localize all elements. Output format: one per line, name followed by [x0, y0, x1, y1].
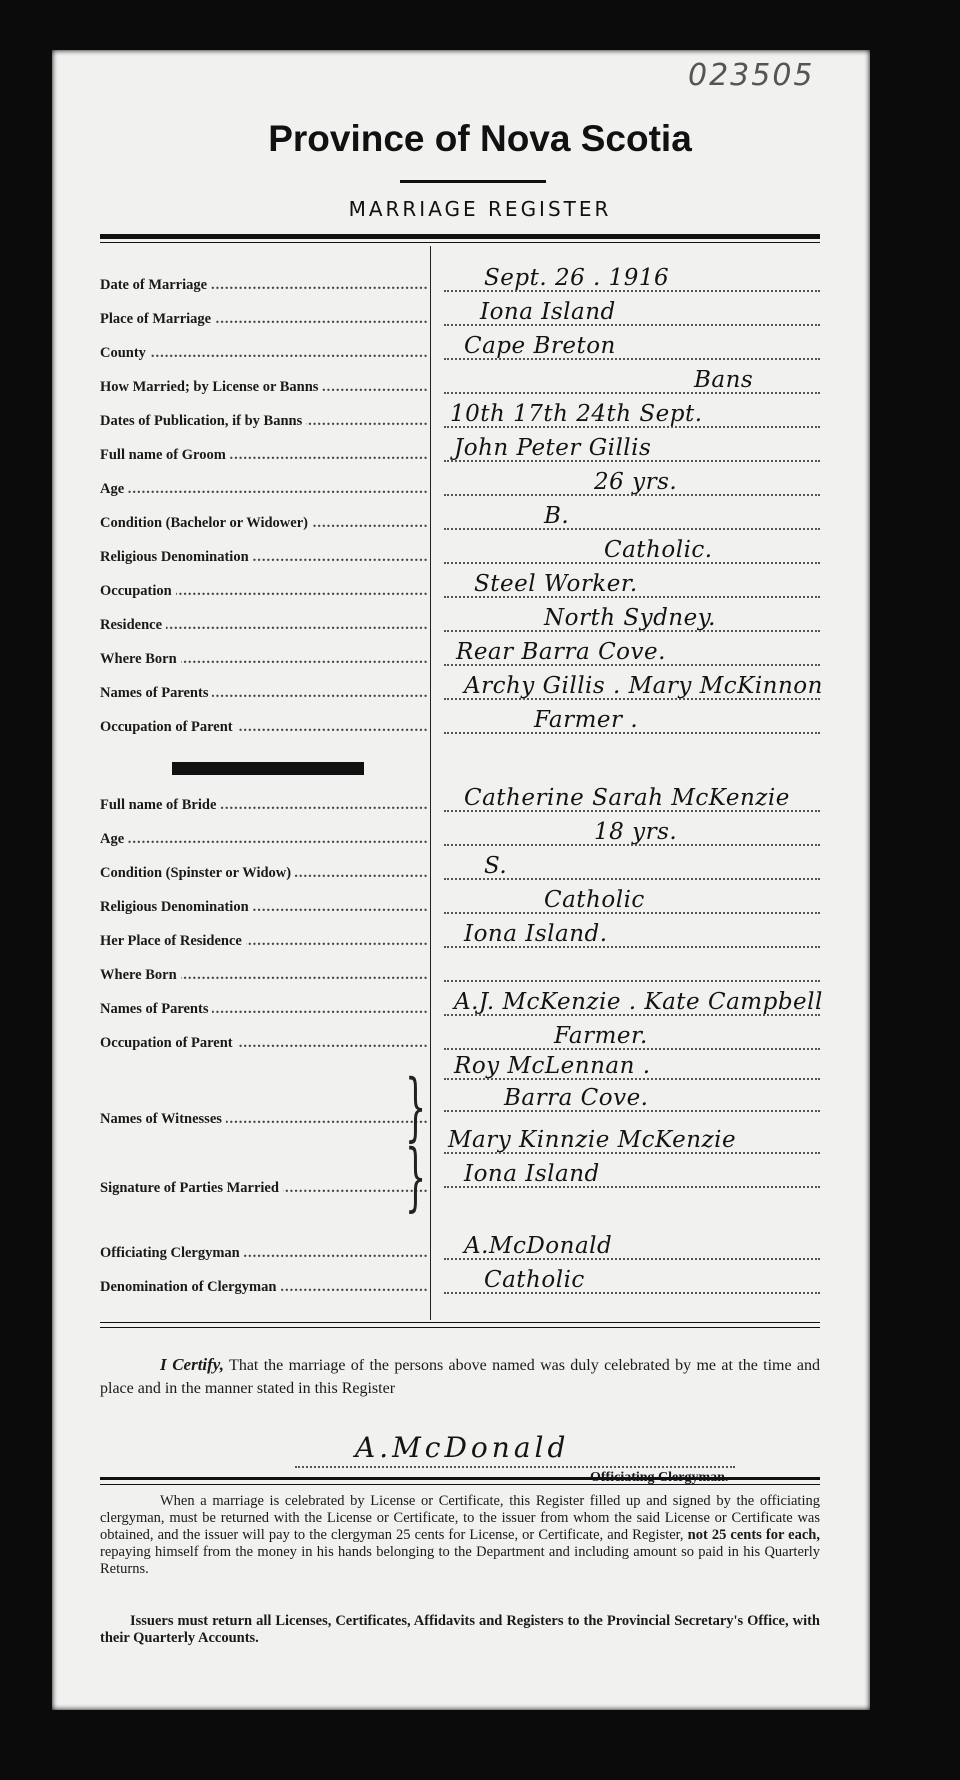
- form-row: [100, 952, 820, 986]
- field-value: Rear Barra Cove.: [444, 636, 820, 668]
- issuers-notice: Issuers must return all Licenses, Certificates, Affidavits and Registers to the Provincial Secretary's Office, with their Quarterly Accounts.: [100, 1613, 820, 1646]
- field-label: Place of Marriage .....: [100, 311, 428, 328]
- field-value: Mary Kinnzie McKenzie: [444, 1124, 820, 1156]
- field-value: Farmer .: [444, 704, 820, 736]
- certification-text: [100, 1353, 820, 1400]
- form-row: [100, 884, 820, 918]
- form-row: [100, 1264, 820, 1298]
- page-title: Province of Nova Scotia: [268, 118, 692, 159]
- form-row: [100, 534, 820, 568]
- notice-rule: [100, 1477, 820, 1480]
- field-value: S.: [444, 850, 820, 882]
- field-label: Occupation of Parent .....: [100, 1035, 428, 1052]
- field-value: Iona Island.: [444, 918, 820, 950]
- field-label: Residence .....: [100, 617, 428, 634]
- field-label: Age .....: [100, 831, 428, 848]
- field-value: Cape Breton: [444, 330, 820, 362]
- certify-rule-thin: [100, 1322, 820, 1323]
- form-row: [100, 568, 820, 602]
- certify-rule: [100, 1327, 820, 1328]
- form-row: [100, 670, 823, 704]
- field-value: Catherine Sarah McKenzie: [444, 782, 820, 814]
- form-row: [100, 500, 820, 534]
- field-value: Catholic: [444, 884, 820, 916]
- certify-body: That the marriage of the persons above named was duly celebrated by me at the time and place and in the manner stated in this Register: [100, 1357, 821, 1397]
- signature-line-1: [100, 1124, 820, 1158]
- form-row: [100, 398, 820, 432]
- field-label: County .....: [100, 345, 428, 362]
- signature-brace: }: [404, 1134, 427, 1220]
- title-divider: [400, 180, 546, 183]
- field-value: Steel Worker.: [444, 568, 820, 600]
- field-label: Religious Denomination .....: [100, 899, 428, 916]
- field-label: Dates of Publication, if by Banns .....: [100, 413, 428, 430]
- field-label: Names of Parents .....: [100, 685, 428, 702]
- field-value: Archy Gillis . Mary McKinnon: [444, 670, 820, 702]
- field-value: 10th 17th 24th Sept.: [444, 398, 820, 430]
- field-value: John Peter Gillis: [444, 432, 820, 464]
- field-label: Her Place of Residence .....: [100, 933, 428, 950]
- field-value: A.McDonald: [444, 1230, 820, 1262]
- field-label: Occupation of Parent .....: [100, 719, 428, 736]
- document-number: 023505: [688, 58, 815, 93]
- field-label: Where Born .....: [100, 651, 428, 668]
- form-row: [100, 918, 820, 952]
- field-value: [444, 952, 820, 984]
- field-value: B.: [444, 500, 820, 532]
- field-label: Religious Denomination .....: [100, 549, 428, 566]
- form-row: [100, 986, 823, 1020]
- field-value: Bans: [444, 364, 820, 396]
- form-row: [100, 1230, 820, 1264]
- field-value: Iona Island: [444, 1158, 820, 1190]
- witness-line-1: [100, 1050, 820, 1084]
- page-subtitle: MARRIAGE REGISTER: [348, 197, 612, 221]
- field-label: Condition (Bachelor or Widower) .....: [100, 515, 428, 532]
- field-value: Roy McLennan .: [444, 1050, 820, 1082]
- form-row: [100, 1020, 820, 1054]
- field-label: How Married; by License or Banns .....: [100, 379, 428, 396]
- form-row: [100, 636, 820, 670]
- field-value: Sept. 26 . 1916: [444, 262, 820, 294]
- field-label: Full name of Groom .....: [100, 447, 428, 464]
- form-row: [100, 432, 820, 466]
- form-row: [100, 330, 820, 364]
- field-value: Catholic.: [444, 534, 820, 566]
- bride-section-bar: [172, 762, 364, 775]
- form-row: [100, 704, 820, 738]
- field-label: Full name of Bride .....: [100, 797, 428, 814]
- field-label: Denomination of Clergyman .....: [100, 1279, 428, 1296]
- field-label: Names of Witnesses .....: [100, 1111, 428, 1128]
- field-value: Farmer.: [444, 1020, 820, 1052]
- form-row: [100, 262, 820, 296]
- field-label: Names of Parents .....: [100, 1001, 428, 1018]
- witness-brace: }: [404, 1064, 427, 1150]
- field-value: Catholic: [444, 1264, 820, 1296]
- field-value: 26 yrs.: [444, 466, 820, 498]
- field-value: Barra Cove.: [444, 1082, 820, 1114]
- notice-text: When a marriage is celebrated by License or Certificate, this Register filled up and signed by the officiating clergyman, must be returned with the License or Certificate, to the issuer from whom the said License or Certificate was obtained, and the issuer will pay to the clergyman 25 cents for License, or Certificate, and Register, not 25 cents for each, repaying himself from the money in his hands belonging to the Department and including amount so paid in his Quarterly Returns.: [100, 1493, 820, 1577]
- clergy-signature-line: [295, 1431, 735, 1468]
- form-row: [100, 850, 820, 884]
- field-value: A.J. McKenzie . Kate Campbell: [444, 986, 820, 1018]
- field-value: 18 yrs.: [444, 816, 820, 848]
- form-row: [100, 602, 820, 636]
- field-label: Where Born .....: [100, 967, 428, 984]
- notice-rule-thin: [100, 1484, 820, 1485]
- field-value: North Sydney.: [444, 602, 820, 634]
- form-row: [100, 364, 820, 398]
- field-label: Occupation .....: [100, 583, 428, 600]
- field-label: Officiating Clergyman .....: [100, 1245, 428, 1262]
- form-row: [100, 816, 820, 850]
- form-row: [100, 296, 820, 330]
- certify-lead: I Certify,: [160, 1355, 224, 1374]
- field-value: Iona Island: [444, 296, 820, 328]
- clergy-signature: A.McDonald: [355, 1431, 570, 1464]
- field-label: Condition (Spinster or Widow) .....: [100, 865, 428, 882]
- top-rule: [100, 234, 820, 239]
- form-row: [100, 782, 820, 816]
- field-label: Age .....: [100, 481, 428, 498]
- form-row: [100, 466, 820, 500]
- field-label: Date of Marriage .....: [100, 277, 428, 294]
- top-rule-thin: [100, 242, 820, 243]
- field-label: Signature of Parties Married .....: [100, 1180, 428, 1197]
